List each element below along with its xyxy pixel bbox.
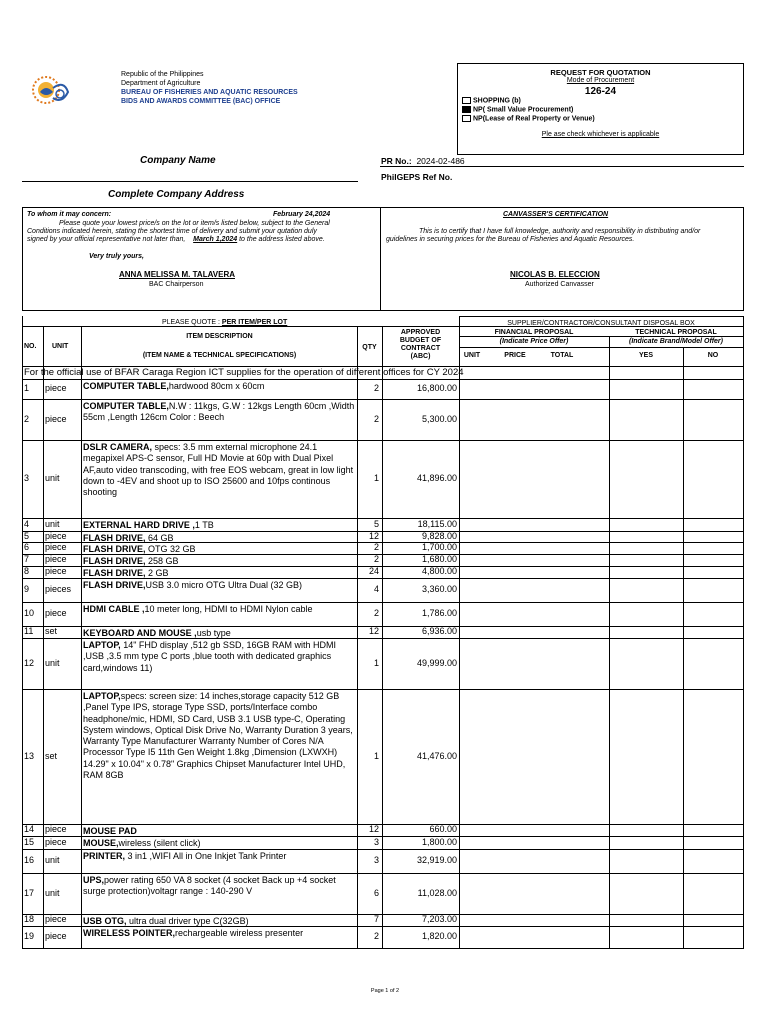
item-description: FLASH DRIVE, 2 GB (83, 568, 169, 578)
col-abc: APPROVED BUDGET OF CONTRACT (ABC) (399, 329, 442, 360)
col-total: TOTAL (550, 352, 574, 359)
total-field[interactable] (522, 837, 608, 848)
item-unit: unit (45, 473, 60, 483)
yes-field[interactable] (610, 639, 682, 688)
unit-price-field[interactable] (460, 567, 520, 577)
unit-price-field[interactable] (460, 874, 520, 913)
salutation: To whom it may concern: (27, 211, 112, 218)
item-qty: 12 (368, 824, 379, 834)
col-financial: FINANCIAL PROPOSAL (494, 329, 574, 336)
yes-field[interactable] (610, 555, 682, 565)
item-unit: unit (45, 518, 60, 529)
company-name-label: Company Name (140, 155, 216, 166)
no-field[interactable] (684, 690, 742, 823)
item-name: COMPUTER TABLE, (83, 381, 169, 391)
yes-field[interactable] (610, 837, 682, 848)
item-unit: piece (45, 608, 67, 618)
item-abc: 41,476.00 (416, 750, 457, 761)
yes-field[interactable] (610, 915, 682, 925)
item-description: PRINTER, 3 in1 ,WIFI All in One Inkjet Tank Printer (83, 851, 287, 861)
item-abc: 16,800.00 (416, 383, 457, 393)
divider (380, 166, 744, 167)
item-abc: 6,936.00 (421, 626, 457, 636)
col-price: PRICE (504, 352, 526, 359)
item-description: USB OTG, ultra dual driver type C(32GB) (83, 916, 249, 926)
unit-price-field[interactable] (460, 380, 520, 398)
mode-label: Mode of Procurement (566, 77, 635, 84)
item-name: USB OTG, (83, 916, 127, 926)
item-qty: 5 (373, 518, 379, 529)
col-unit: UNIT (52, 343, 69, 350)
total-field[interactable] (522, 825, 608, 835)
yes-field[interactable] (610, 825, 682, 835)
item-description: FLASH DRIVE, OTG 32 GB (83, 544, 196, 554)
yes-field[interactable] (610, 603, 682, 625)
unit-price-field[interactable] (460, 627, 520, 637)
yes-field[interactable] (610, 690, 682, 823)
yes-field[interactable] (610, 927, 682, 947)
item-qty: 3 (373, 836, 379, 847)
canvasser-name: NICOLAS B. ELECCION (510, 270, 600, 279)
agency-header (121, 70, 298, 106)
item-abc: 1,800.00 (421, 836, 457, 847)
item-no: 17 (24, 887, 35, 898)
check-note: Ple ase check whichever is applicable (541, 131, 660, 138)
item-no: 3 (24, 473, 30, 483)
item-name: WIRELESS POINTER, (83, 928, 176, 938)
yes-field[interactable] (610, 441, 682, 517)
col-unit-price: UNIT (463, 352, 481, 359)
cert-line: guidelines in securing prices for the Bureau of Fisheries and Aquatic Resources. (386, 236, 635, 243)
total-field[interactable] (522, 603, 608, 625)
item-qty: 2 (373, 931, 379, 941)
item-description: COMPUTER TABLE,N.W : 11kgs, G.W : 12kgs Length 60cm ,Width 55cm ,Length 126cm Color : Beech (83, 401, 355, 423)
unit-price-field[interactable] (460, 555, 520, 565)
item-qty: 3 (373, 855, 379, 865)
item-qty: 2 (373, 608, 379, 618)
no-field[interactable] (684, 579, 742, 601)
rfq-title: REQUEST FOR QUOTATION (550, 68, 651, 77)
philgeps-ref: PhilGEPS Ref No. (381, 172, 453, 182)
item-unit: piece (45, 824, 67, 834)
signatory-title: BAC Chairperson (149, 281, 204, 288)
letter-date: February 24,2024 (273, 211, 331, 218)
item-abc: 49,999.00 (416, 657, 457, 668)
item-name: LAPTOP, (83, 691, 121, 701)
department-text: Department of Agriculture (121, 80, 201, 87)
item-unit: piece (45, 914, 67, 924)
please-quote: PLEASE QUOTE : PER ITEM/PER LOT (162, 319, 288, 326)
letter-line: Please quote your lowest price/s on the lot or item/s listed below, subject to the General (59, 220, 330, 227)
yes-field[interactable] (610, 874, 682, 913)
item-abc: 1,786.00 (421, 608, 457, 618)
item-unit: unit (45, 855, 60, 865)
pr-number: PR No.: 2024-02-486 (381, 156, 465, 166)
item-name: PRINTER, (83, 851, 126, 861)
item-description: KEYBOARD AND MOUSE ,usb type (83, 628, 231, 638)
unit-price-field[interactable] (460, 543, 520, 553)
unit-price-field[interactable] (460, 519, 520, 530)
no-field[interactable] (684, 400, 742, 439)
total-field[interactable] (522, 915, 608, 925)
item-abc: 18,115.00 (417, 518, 457, 529)
item-qty: 24 (368, 566, 379, 576)
item-description: FLASH DRIVE, 258 GB (83, 556, 179, 566)
total-field[interactable] (522, 627, 608, 637)
no-field[interactable] (684, 441, 742, 517)
item-name: LAPTOP, (83, 640, 121, 650)
item-unit: piece (45, 413, 67, 424)
checkbox[interactable] (462, 106, 471, 113)
item-abc: 11,028.00 (417, 887, 457, 898)
rfq-box (457, 63, 744, 155)
unit-price-field[interactable] (460, 690, 520, 823)
item-name: FLASH DRIVE, (83, 533, 146, 543)
item-name: FLASH DRIVE, (83, 568, 146, 578)
total-field[interactable] (522, 874, 608, 913)
total-field[interactable] (522, 850, 608, 872)
item-qty: 2 (373, 413, 379, 424)
item-qty: 7 (373, 914, 379, 924)
item-description: EXTERNAL HARD DRIVE ,1 TB (83, 520, 214, 530)
unit-price-field[interactable] (460, 825, 520, 835)
total-field[interactable] (522, 927, 608, 947)
cert-line: This is to certify that I have full knowledge, authority and responsibility in distributing and/or (419, 228, 701, 235)
unit-price-field[interactable] (460, 915, 520, 925)
no-field[interactable] (684, 874, 742, 913)
item-no: 18 (24, 914, 35, 924)
item-abc: 7,203.00 (421, 914, 457, 924)
yes-field[interactable] (610, 850, 682, 872)
item-no: 15 (24, 836, 35, 847)
yes-field[interactable] (610, 543, 682, 553)
signatory-name: ANNA MELISSA M. TALAVERA (119, 270, 235, 279)
item-no: 8 (24, 566, 30, 576)
item-abc: 9,828.00 (421, 530, 457, 541)
item-description: LAPTOP, 14" FHD display ,512 gb SSD, 16GB RAM with HDMI ,USB ,3.5 mm type C ports ,blue tooth with dedicated graphics card,windows 11) (83, 640, 336, 673)
total-field[interactable] (522, 441, 608, 517)
item-abc: 32,919.00 (416, 855, 457, 865)
item-abc: 1,700.00 (421, 542, 457, 552)
item-description: UPS,power rating 650 VA 8 socket (4 socket Back up +4 socket surge protection)voltagr range : 140-290 V (83, 875, 336, 897)
total-field[interactable] (522, 567, 608, 577)
yes-field[interactable] (610, 567, 682, 577)
item-unit: piece (45, 566, 67, 576)
yes-field[interactable] (610, 380, 682, 398)
item-no: 11 (24, 626, 34, 636)
unit-price-field[interactable] (460, 441, 520, 517)
item-name: FLASH DRIVE, (83, 556, 146, 566)
bfar-logo (26, 70, 72, 110)
item-name: EXTERNAL HARD DRIVE , (83, 520, 195, 530)
item-unit: piece (45, 931, 67, 941)
col-no: NO. (24, 343, 37, 350)
item-unit: set (45, 750, 58, 761)
no-field[interactable] (684, 532, 742, 541)
item-name: MOUSE, (83, 838, 119, 848)
col-yes: YES (638, 352, 653, 359)
item-name: FLASH DRIVE, (83, 544, 146, 554)
company-name-field[interactable] (22, 181, 358, 182)
no-field[interactable] (684, 627, 742, 637)
no-field[interactable] (684, 837, 742, 848)
item-abc: 3,360.00 (421, 584, 457, 594)
unit-price-field[interactable] (460, 400, 520, 439)
unit-price-field[interactable] (460, 927, 520, 947)
item-abc: 1,820.00 (421, 931, 457, 941)
item-description: WIRELESS POINTER,rechargeable wireless presenter (83, 928, 304, 938)
total-field[interactable] (522, 400, 608, 439)
purpose-text: For the official use of BFAR Caraga Region ICT supplies for the operation of different offices for CY 2024 (24, 367, 464, 378)
yes-field[interactable] (610, 579, 682, 601)
no-field[interactable] (684, 519, 742, 530)
item-qty: 2 (373, 383, 379, 393)
no-field[interactable] (684, 825, 742, 835)
yes-field[interactable] (610, 519, 682, 530)
deadline: March 1,2024 (193, 236, 238, 243)
yes-field[interactable] (610, 400, 682, 439)
item-no: 9 (24, 584, 30, 594)
checkbox[interactable] (462, 115, 471, 122)
item-description: HDMI CABLE ,10 meter long, HDMI to HDMI Nylon cable (83, 604, 313, 614)
total-field[interactable] (522, 579, 608, 601)
item-qty: 12 (368, 530, 379, 541)
item-qty: 1 (373, 750, 379, 761)
total-field[interactable] (522, 690, 608, 823)
no-field[interactable] (684, 915, 742, 925)
item-name: DSLR CAMERA, (83, 442, 152, 452)
republic-text: Republic of the Philippines (121, 71, 204, 78)
item-description: LAPTOP,specs: screen size: 14 inches,storage capacity 512 GB ,Panel Type IPS, storage Type SSD, ports/Interface combo headphone/mic, HDMI, SD Card, USB 3.1 USB type-C, Operating System windows, Optical Disk Drive No, Warranty Duration 3 years, Warranty Type Manufacturer Warranty Number of Cores N/A Processor Type I5 11th Gen Weight 1.8kg ,Dimension (LXWXH) 14.29" x 10.04" x 0.78" Graphics Chipset Manufacturer Intel UHD, RAM 8GB (83, 691, 353, 781)
item-abc: 660.00 (429, 824, 457, 834)
no-field[interactable] (684, 927, 742, 947)
col-supplier: SUPPLIER/CONTRACTOR/CONSULTANT DISPOSAL BOX (507, 320, 695, 327)
item-unit: piece (45, 554, 67, 564)
item-name: MOUSE PAD (83, 826, 137, 836)
unit-price-field[interactable] (460, 579, 520, 601)
item-unit: unit (45, 887, 60, 898)
no-field[interactable] (684, 567, 742, 577)
no-field[interactable] (684, 555, 742, 565)
item-no: 2 (24, 413, 30, 424)
item-unit: piece (45, 383, 67, 393)
item-unit: piece (45, 530, 67, 541)
col-financial-sub: (Indicate Price Offer) (499, 338, 569, 345)
yes-field[interactable] (610, 627, 682, 637)
col-qty: QTY (362, 344, 377, 351)
unit-price-field[interactable] (460, 850, 520, 872)
canvasser-title: Authorized Canvasser (525, 281, 594, 288)
item-description: DSLR CAMERA, specs: 3.5 mm external microphone 24.1 megapixel APS-C sensor, Full HD Movie at 60p with Dual Pixel AF,auto video transcoding, with free EOS webcam, great in low light down to -4EV and shoot up to ISO 25600 and 10fps continous shooting (83, 442, 354, 498)
total-field[interactable] (522, 639, 608, 688)
bureau-text: BUREAU OF FISHERIES AND AQUATIC RESOURCES (121, 89, 298, 96)
item-abc: 1,680.00 (421, 554, 457, 564)
item-description (83, 826, 355, 837)
item-qty: 1 (373, 657, 379, 668)
item-name: FLASH DRIVE, (83, 580, 146, 590)
item-name: COMPUTER TABLE, (83, 401, 169, 411)
item-description: FLASH DRIVE,USB 3.0 micro OTG Ultra Dual (32 GB) (83, 580, 303, 590)
item-no: 13 (24, 750, 35, 761)
item-no: 16 (24, 855, 35, 865)
unit-price-field[interactable] (460, 603, 520, 625)
item-qty: 12 (368, 626, 379, 636)
cert-title: CANVASSER'S CERTIFICATION (503, 211, 609, 218)
unit-price-field[interactable] (460, 532, 520, 541)
company-address-label: Complete Company Address (108, 189, 245, 200)
col-no-tech: NO (707, 352, 719, 359)
item-name: HDMI CABLE , (83, 604, 145, 614)
item-name: UPS, (83, 875, 105, 885)
no-field[interactable] (684, 603, 742, 625)
checkbox[interactable] (462, 97, 471, 104)
yes-field[interactable] (610, 532, 682, 541)
letter-line: signed by your official representative not later than, March 1,2024 to the address listed above. (27, 236, 325, 243)
col-item: ITEM DESCRIPTION (186, 333, 253, 340)
total-field[interactable] (522, 555, 608, 565)
item-abc: 4,800.00 (421, 566, 457, 576)
option-shopping[interactable]: SHOPPING (b) (462, 97, 521, 104)
item-no: 7 (24, 554, 30, 564)
no-field[interactable] (684, 850, 742, 872)
option-lease[interactable]: NP(Lease of Real Property or Venue) (462, 115, 595, 122)
item-unit: piece (45, 542, 67, 552)
item-no: 12 (24, 657, 35, 668)
item-no: 14 (24, 824, 35, 834)
no-field[interactable] (684, 543, 742, 553)
item-abc: 5,300.00 (421, 413, 457, 424)
closing: Very truly yours, (89, 253, 144, 260)
item-no: 4 (24, 518, 30, 529)
col-technical-sub: (Indicate Brand/Model Offer) (629, 338, 723, 345)
total-field[interactable] (522, 543, 608, 553)
item-description: FLASH DRIVE, 64 GB (83, 533, 174, 543)
rfq-number: 126-24 (584, 86, 617, 97)
item-description: COMPUTER TABLE,hardwood 80cm x 60cm (83, 381, 265, 391)
item-no: 5 (24, 530, 30, 541)
unit-price-field[interactable] (460, 837, 520, 848)
bac-text: BIDS AND AWARDS COMMITTEE (BAC) OFFICE (121, 98, 281, 105)
col-technical: TECHNICAL PROPOSAL (635, 329, 717, 336)
item-unit: unit (45, 657, 60, 668)
item-name: KEYBOARD AND MOUSE , (83, 628, 197, 638)
item-qty: 2 (373, 554, 379, 564)
items-table (22, 316, 744, 949)
page-footer: Page 1 of 2 (370, 988, 400, 994)
item-qty: 4 (373, 584, 379, 594)
item-qty: 6 (373, 887, 379, 898)
letter-box (22, 207, 744, 311)
col-item-sub: (ITEM NAME & TECHNICAL SPECIFICATIONS) (142, 352, 297, 359)
item-qty: 2 (373, 542, 379, 552)
no-field[interactable] (684, 639, 742, 688)
total-field[interactable] (522, 519, 608, 530)
item-unit: pieces (45, 584, 72, 594)
option-small-value[interactable]: NP( Small Value Procurement) (462, 106, 573, 113)
item-no: 6 (24, 542, 30, 552)
item-unit: set (45, 626, 58, 636)
item-no: 1 (24, 383, 30, 393)
unit-price-field[interactable] (460, 639, 520, 688)
item-description: MOUSE,wireless (silent click) (83, 838, 201, 848)
item-unit: piece (45, 836, 67, 847)
letter-line: Conditions indicated herein, stating the shortest time of delivery and submit your qutation duly (27, 228, 317, 235)
item-no: 19 (24, 931, 35, 941)
no-field[interactable] (684, 380, 742, 398)
item-no: 10 (24, 608, 35, 618)
item-abc: 41,896.00 (416, 473, 457, 483)
total-field[interactable] (522, 532, 608, 541)
item-qty: 1 (373, 473, 379, 483)
total-field[interactable] (522, 380, 608, 398)
